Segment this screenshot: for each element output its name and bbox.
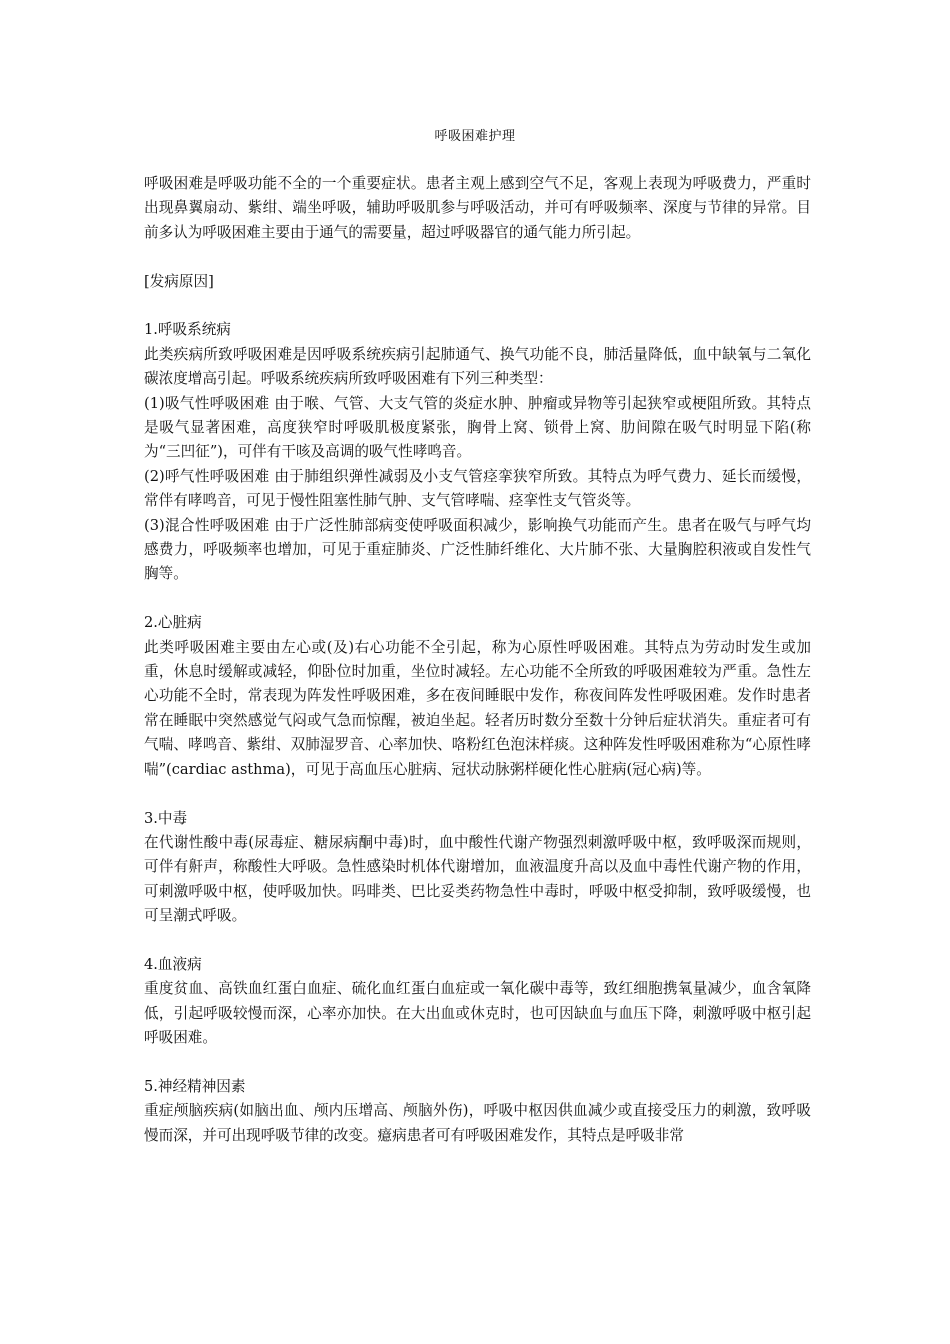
section-heading-neuro: 5.神经精神因素 — [144, 1077, 246, 1095]
section-paragraph: 此类疾病所致呼吸困难是因呼吸系统疾病引起肺通气、换气功能不良，肺活量降低，血中缺氧与二氧化碳浓度增高引起。呼吸系统疾病所致呼吸困难有下列三种类型： — [144, 345, 811, 388]
paragraph-gap — [144, 929, 811, 953]
section-paragraph: 此类呼吸困难主要由左心或(及)右心功能不全引起，称为心原性呼吸困难。其特点为劳动时发生或加重，休息时缓解或减轻，仰卧位时加重，坐位时减轻。左心功能不全所致的呼吸困难较为严重。急性左心功能不全时，常表现为阵发性呼吸困难，多在夜间睡眠中发作，称夜间阵发性呼吸困难。发作时患者常在睡眠中突然感觉气闷或气急而惊醒，被迫坐起。轻者历时数分至数十分钟后症状消失。重症者可有气喘、哮鸣音、紫绀、双肺湿罗音、心率加快、咯粉红色泡沫样痰。这种阵发性呼吸困难称为“心原性哮喘”(cardiac asthma)，可见于高血压心脏病、冠状动脉粥样硬化性心脏病(冠心病)等。 — [144, 638, 811, 778]
paragraph-gap — [144, 1051, 811, 1075]
section-paragraph: 在代谢性酸中毒(尿毒症、糖尿病酮中毒)时，血中酸性代谢产物强烈刺激呼吸中枢，致呼吸深而规则，可伴有鼾声，称酸性大呼吸。急性感染时机体代谢增加，血液温度升高以及血中毒性代谢产物的作用，可刺激呼吸中枢，使呼吸加快。吗啡类、巴比妥类药物急性中毒时，呼吸中枢受抑制，致呼吸缓慢，也可呈潮式呼吸。 — [144, 833, 811, 925]
section-paragraph: 重症颅脑疾病(如脑出血、颅内压增高、颅脑外伤)，呼吸中枢因供血减少或直接受压力的刺激，致呼吸慢而深，并可出现呼吸节律的改变。癔病患者可有呼吸困难发作，其特点是呼吸非常 — [144, 1102, 811, 1144]
paragraph-gap — [144, 782, 811, 806]
document-title: 呼吸困难护理 — [434, 129, 516, 144]
section-paragraph: (1)吸气性呼吸困难 由于喉、气管、大支气管的炎症水肿、肿瘤或异物等引起狭窄或梗阻所致。其特点是吸气显著困难，高度狭窄时呼吸肌极度紧张，胸骨上窝、锁骨上窝、肋间隙在吸气时明显下陷(称为“三凹征”)，可伴有干咳及高调的吸气性哮鸣音。 — [144, 394, 811, 461]
paragraph-gap — [144, 587, 811, 611]
section-paragraph: (2)呼气性呼吸困难 由于肺组织弹性减弱及小支气管痉挛狭窄所致。其特点为呼气费力、延长而缓慢，常伴有哮鸣音，可见于慢性阻塞性肺气肿、支气管哮喘、痉挛性支气管炎等。 — [144, 467, 811, 510]
section-paragraph: (3)混合性呼吸困难 由于广泛性肺部病变使呼吸面积减少，影响换气功能而产生。患者在吸气与呼气均感费力，呼吸频率也增加，可见于重症肺炎、广泛性肺纤维化、大片肺不张、大量胸腔积液或自发性气胸等。 — [144, 516, 811, 583]
section-heading-respiratory: 1.呼吸系统病 — [144, 321, 231, 339]
paragraph-gap — [144, 245, 811, 269]
section-heading-heart: 2.心脏病 — [144, 614, 202, 632]
paragraph-gap — [144, 294, 811, 318]
intro-paragraph: 呼吸困难是呼吸功能不全的一个重要症状。患者主观上感到空气不足，客观上表现为呼吸费力，严重时出现鼻翼扇动、紫绀、端坐呼吸，辅助呼吸肌参与呼吸活动，并可有呼吸频率、深度与节律的异常。目前多认为呼吸困难主要由于通气的需要量，超过呼吸器官的通气能力所引起。 — [144, 175, 811, 241]
cause-heading: [发病原因] — [144, 272, 214, 290]
document-body — [144, 172, 811, 1148]
section-heading-poisoning: 3.中毒 — [144, 809, 188, 827]
section-heading-blood: 4.血液病 — [144, 955, 202, 973]
section-paragraph: 重度贫血、高铁血红蛋白血症、硫化血红蛋白血症或一氧化碳中毒等，致红细胞携氧量减少，血含氧降低，引起呼吸较慢而深，心率亦加快。在大出血或休克时，也可因缺血与血压下降，刺激呼吸中枢引起呼吸困难。 — [144, 980, 811, 1047]
